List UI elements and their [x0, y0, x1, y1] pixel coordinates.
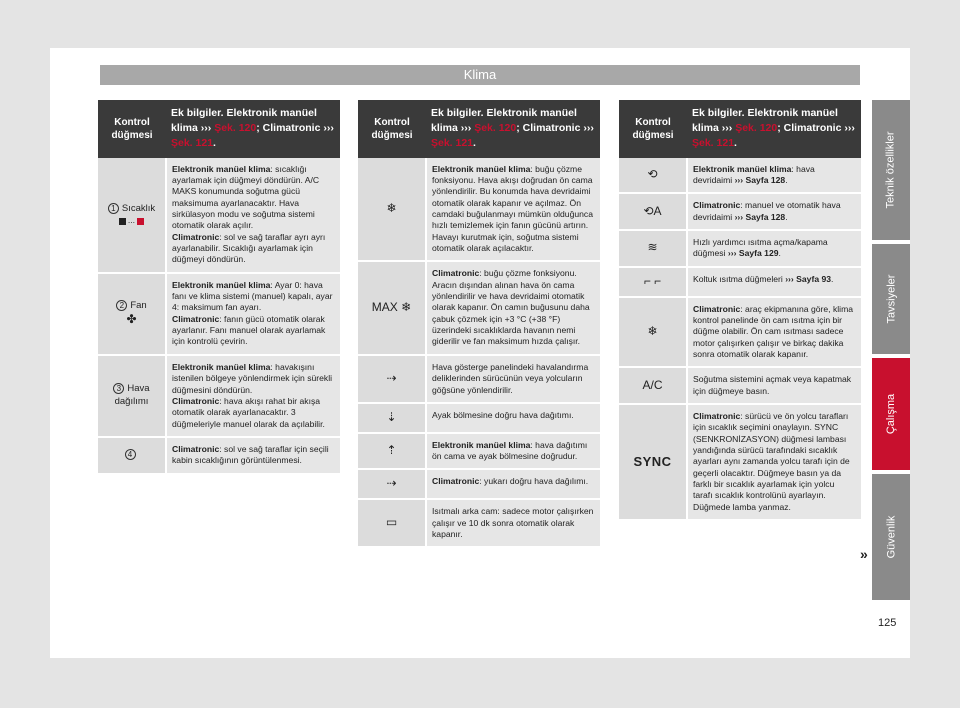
- tab-0[interactable]: Teknik özellikler: [872, 100, 910, 240]
- callout-number: 2: [116, 300, 127, 311]
- row-key: [358, 261, 426, 354]
- fan-icon: ✤: [126, 312, 137, 327]
- row-description: Soğutma sistemini açmak veya kapatmak için düğmeye basın.: [687, 367, 861, 404]
- row-description: Isıtmalı arka cam: sadece motor çalışırken çalışır ve 10 dk sonra otomatik olarak kapanır.: [426, 499, 600, 547]
- row-key: [358, 433, 426, 470]
- table-row: [358, 355, 600, 403]
- row-description: Elektronik manüel klima: hava devridaimi ››› Sayfa 128.: [687, 158, 861, 194]
- control-icon: ⌐ ⌐: [643, 273, 662, 288]
- row-description: Elektronik manüel klima: buğu çözme fonksiyonu. Hava akışı doğrudan ön cama yönlendirilir. Bu konumda hava devridaimi otomatik olarak kapanır ve açılmaz. Ön camdaki buğulanmayı mümkün olduğunca hızlı temizlemek için fanın gücünü artırın. Havayı kurutmak için, soğutma sistemi otomatik olarak açılacaktır.: [426, 158, 600, 262]
- row-description: Koltuk ısıtma düğmeleri ››› Sayfa 93.: [687, 267, 861, 297]
- row-description: Climatronic: yukarı doğru hava dağılımı.: [426, 469, 600, 499]
- table-row: [619, 158, 861, 194]
- tab-2[interactable]: Çalışma: [872, 358, 910, 470]
- table-row: [98, 158, 340, 273]
- section-header: Klima: [100, 65, 860, 85]
- row-description: Elektronik manüel klima: Ayar 0: hava fanı ve klima sistemi (manuel) kapalı, ayar 4: maksimum fan ayarı. Climatronic: fanın gücü otomatik olarak ayarlanır. Fanı manuel olarak ayarlamak için kontrolü çevirin.: [166, 273, 340, 355]
- th-desc: Ek bilgiler. Elektronik manüel klima ››› Şek. 120; Climatronic ››› Şek. 121.: [166, 100, 340, 158]
- table-column-3: [619, 100, 861, 521]
- tab-1[interactable]: Tavsiyeler: [872, 244, 910, 354]
- control-icon: SYNC: [633, 454, 672, 470]
- control-icon: MAX ❄: [371, 300, 412, 315]
- table-row: [619, 230, 861, 267]
- control-icon: ≋: [647, 240, 658, 255]
- table-row: [358, 433, 600, 470]
- row-key: [358, 403, 426, 433]
- row-description: Ayak bölmesine doğru hava dağıtımı.: [426, 403, 600, 433]
- row-key: [619, 230, 687, 267]
- row-key: [358, 158, 426, 262]
- row-label: Hava dağılımı: [114, 383, 150, 407]
- table-row: [98, 355, 340, 437]
- table-column-1: [98, 100, 340, 475]
- row-description: Climatronic: buğu çözme fonksiyonu. Aracın dışından alınan hava ön cama yönlendirilir ve hava devridaimi otomatik olarak kapanır. Ön camın buğusunu daha çabuk çözmek için +3 °C (+38 °F) üzerindeki sıcaklıklarda havanın nemi giderilir ve fan maksimum hızda çalışır.: [426, 261, 600, 354]
- row-description: Hızlı yardımcı ısıtma açma/kapama düğmesi ››› Sayfa 129.: [687, 230, 861, 267]
- side-tabs: [872, 100, 910, 604]
- table-column-2: [358, 100, 600, 548]
- row-key: [619, 297, 687, 368]
- th-key: Kontrol düğmesi: [358, 100, 426, 158]
- table-row: [358, 469, 600, 499]
- row-description: Elektronik manüel klima: sıcaklığı ayarlamak için düğmeyi döndürün. A/C MAKS konumunda soğutma gücü maksimuma ayarlanacaktır. Hava sirkülasyon modu ve soğutma sistemi otomatik olarak açılır. Climatronic: sol ve sağ taraflar ayrı ayrı ayarlanabilir. Sıcaklığı ayarlamak için düğmeyi döndürün.: [166, 158, 340, 273]
- th-desc: Ek bilgiler. Elektronik manüel klima ››› Şek. 120; Climatronic ››› Şek. 121.: [687, 100, 861, 158]
- row-key: [358, 469, 426, 499]
- table-row: [619, 193, 861, 230]
- row-description: Elektronik manüel klima: hava dağıtımı ön cama ve ayak bölmesine doğrudur.: [426, 433, 600, 470]
- row-description: Hava gösterge panelindeki havalandırma deliklerinden sürücünün veya yolcuların göğsüne yönlendirilir.: [426, 355, 600, 403]
- row-key: 1 Sıcaklık ...: [98, 158, 166, 273]
- table-row: [98, 273, 340, 355]
- row-description: Climatronic: sürücü ve ön yolcu tarafları için sıcaklık seçimini onaylayın. SYNC (SENKRONİZASYON) düğmesi lambası yandığında sürücü tarafındaki sıcaklık ayarları aynı zamanda yolcu tarafı için de geçerli olacaktır. Düğmeye basın ya da farklı bir sıcaklık ayarlamak için yolcu tarafı sıcaklık kontrolünü ayarlayın. Düğmede lamba yanmaz.: [687, 404, 861, 520]
- table-row: [619, 297, 861, 368]
- table-row: [619, 367, 861, 404]
- row-key: [358, 355, 426, 403]
- th-key: Kontrol düğmesi: [619, 100, 687, 158]
- row-description: Climatronic: sol ve sağ taraflar için seçili kabin sıcaklığının görüntülenmesi.: [166, 437, 340, 474]
- control-icon: ⇡: [386, 443, 397, 458]
- row-key: [619, 367, 687, 404]
- th-desc: Ek bilgiler. Elektronik manüel klima ››› Şek. 120; Climatronic ››› Şek. 121.: [426, 100, 600, 158]
- table-row: [358, 403, 600, 433]
- callout-number: 1: [108, 203, 119, 214]
- row-description: Climatronic: manuel ve otomatik hava devridaimi ››› Sayfa 128.: [687, 193, 861, 230]
- control-icon: ⇢: [386, 370, 397, 385]
- row-key: [358, 499, 426, 547]
- th-key: Kontrol düğmesi: [98, 100, 166, 158]
- table-row: [358, 261, 600, 354]
- row-description: Climatronic: araç ekipmanına göre, klima kontrol panelinde ön cam ısıtma için bir düğme olabilir. Ön cam ısıtması sadece motor çalışırken çalışır ve birkaç dakika sonra otomatik olarak kapanır.: [687, 297, 861, 368]
- table-row: [619, 404, 861, 520]
- control-icon: ⟲: [647, 167, 658, 182]
- table-row: [619, 267, 861, 297]
- control-icon: A/C: [642, 377, 663, 392]
- row-key: [619, 193, 687, 230]
- control-icon: ⇣: [386, 409, 397, 424]
- control-icon: ❄: [386, 201, 397, 216]
- row-key: [619, 158, 687, 194]
- control-icon: ▭: [385, 515, 398, 530]
- row-label: Fan: [130, 299, 147, 311]
- row-key: [98, 355, 166, 437]
- tab-3[interactable]: Güvenlik: [872, 474, 910, 600]
- row-key: [98, 437, 166, 474]
- control-icon: ⟲A: [643, 203, 662, 218]
- control-icon: ❄: [647, 323, 658, 338]
- row-description: Elektronik manüel klima: havakışını istenilen bölgeye yönlendirmek için sürekli düğmesini döndürün. Climatronic: hava akışı rahat bir akışa otomatik olarak ayarlanacaktır. 3 düğmeleriyle manuel olarak da açılabilir.: [166, 355, 340, 437]
- row-key: [98, 273, 166, 355]
- table-row: [98, 437, 340, 474]
- control-icon: ⇢: [386, 476, 397, 491]
- continue-icon: »: [860, 546, 868, 562]
- table-row: [358, 499, 600, 547]
- table-row: [358, 158, 600, 262]
- row-label: Sıcaklık: [121, 202, 156, 214]
- callout-number: 3: [113, 383, 124, 394]
- callout-number: 4: [125, 449, 136, 460]
- page-number: 125: [878, 617, 897, 629]
- row-key: [619, 267, 687, 297]
- row-key: [619, 404, 687, 520]
